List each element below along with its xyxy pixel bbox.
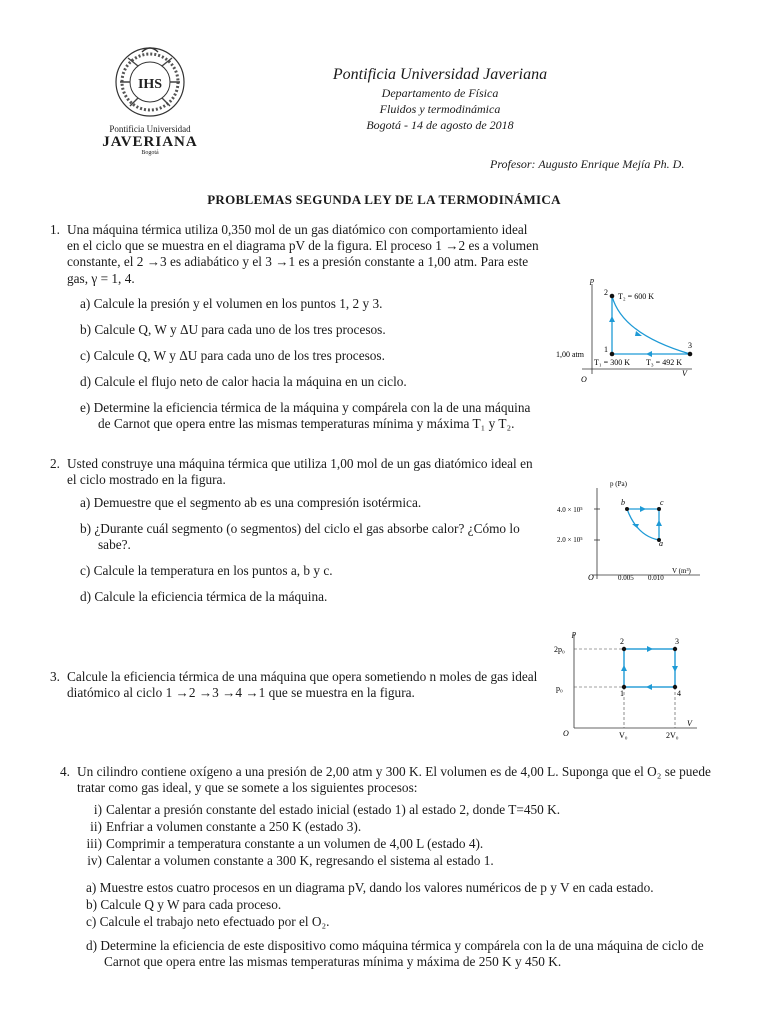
p3-origin: O	[563, 729, 569, 738]
p2-item-c: c) Calcule la temperatura en los puntos a, b y c.	[80, 563, 333, 578]
logo-mark: IHS	[137, 77, 163, 92]
p3-node-1: 1	[620, 689, 624, 698]
p1-line3: constante, el 2 →3 es adiabático y el 3 →1 es a presión constante a 1,00 atm. Para este	[67, 254, 529, 269]
p2-item-b1: b) ¿Durante cuál segmento (o segmentos) del ciclo el gas absorbe calor? ¿Cómo lo	[80, 521, 520, 536]
p1-line1: Una máquina térmica utiliza 0,350 mol de un gas diatómico con comportamiento ideal	[67, 222, 528, 237]
p4-line2: tratar como gas ideal, y que se somete a los siguientes procesos:	[77, 780, 418, 795]
p4-num: 4.	[60, 764, 70, 779]
logo-line1: Pontificia Universidad	[109, 124, 191, 134]
p3-axis-v: V	[687, 719, 692, 728]
p1-item-e2: de Carnot que opera entre las mismas temperaturas mínima y máxima T₁ y T₂.	[98, 416, 515, 431]
department: Departamento de Física	[381, 86, 499, 100]
p1-item-e1: e) Determine la eficiencia térmica de la máquina y compárela con la de una máquina	[80, 400, 531, 415]
p4-iii: Comprimir a temperatura constante a un volumen de 4,00 L (estado 4).	[106, 836, 484, 851]
p1-figure	[552, 274, 722, 386]
p3-line1: Calcule la eficiencia térmica de una máquina que opera sometiendo n moles de gas ideal	[67, 669, 538, 684]
p1-line4: gas, γ = 1, 4.	[67, 271, 135, 286]
p1-axis-p: p	[590, 276, 594, 285]
p4-item-c: c) Calcule el trabajo neto efectuado por el O₂.	[86, 914, 330, 929]
p1-t2: T₂ = 600 K	[618, 292, 654, 301]
p4-item-d2: Carnot que opera entre las mismas temperaturas mínima y máxima de 250 K y 450 K.	[104, 954, 562, 969]
p1-item-d: d) Calcule el flujo neto de calor hacia la máquina en un ciclo.	[80, 374, 407, 389]
p2-y1: 4.0 × 10⁵	[557, 506, 583, 514]
p2-node-c: c	[660, 498, 664, 507]
p1-atm-label: 1,00 atm	[556, 350, 584, 359]
p3-node-3: 3	[675, 637, 679, 646]
p4-iv: Calentar a volumen constante a 300 K, regresando el sistema al estado 1.	[106, 853, 494, 868]
p1-t1: T₁ = 300 K	[594, 358, 630, 367]
p1-item-a: a) Calcule la presión y el volumen en los puntos 1, 2 y 3.	[80, 296, 383, 311]
p2-node-a: a	[659, 539, 663, 548]
p3-line2: diatómico al ciclo 1 →2 →3 →4 →1 que se muestra en la figura.	[67, 685, 415, 700]
logo-line2: JAVERIANA	[102, 134, 198, 150]
p1-node-1: 1	[604, 345, 608, 354]
p2-y2: 2.0 × 10⁵	[557, 536, 583, 544]
p3-y1: 2p₀	[554, 645, 565, 654]
professor: Profesor: Augusto Enrique Mejía Ph. D.	[490, 157, 685, 171]
p2-line1: Usted construye una máquina térmica que utiliza 1,00 mol de un gas diatómico ideal en	[67, 456, 533, 471]
university-logo	[100, 44, 200, 164]
p1-line2: en el ciclo que se muestra en el diagrama pV de la figura. El proceso 1 →2 es a volumen	[67, 238, 539, 253]
p3-node-2: 2	[620, 637, 624, 646]
p3-x1: V₀	[619, 731, 628, 740]
p1-item-c: c) Calcule Q, W y ΔU para cada uno de los tres procesos.	[80, 348, 385, 363]
p2-axis-v: V (m³)	[672, 567, 691, 575]
p3-x2: 2V₀	[666, 731, 679, 740]
p1-item-b: b) Calcule Q, W y ΔU para cada uno de los tres procesos.	[80, 322, 386, 337]
p3-node-4: 4	[677, 689, 681, 698]
p1-node-3: 3	[688, 341, 692, 350]
p4-item-a: a) Muestre estos cuatro procesos en un diagrama pV, dando los valores numéricos de p y V en cada estado.	[86, 880, 654, 895]
p2-item-a: a) Demuestre que el segmento ab es una compresión isotérmica.	[80, 495, 422, 510]
p3-figure	[552, 628, 712, 742]
p2-x2: 0.010	[648, 574, 664, 582]
p3-axis-p: p	[572, 629, 576, 638]
p2-x1: 0.005	[618, 574, 634, 582]
p2-line2: el ciclo mostrado en la figura.	[67, 472, 226, 487]
p1-origin: O	[581, 375, 587, 384]
course: Fluidos y termodinámica	[379, 102, 501, 116]
p2-origin: O	[588, 573, 594, 582]
p4-line1: Un cilindro contiene oxígeno a una presión de 2,00 atm y 300 K. El volumen es de 4,00 L. Suponga que el O₂ se puede	[77, 764, 711, 779]
p4-i: Calentar a presión constante del estado inicial (estado 1) al estado 2, donde T=450 K.	[106, 802, 561, 817]
p2-axis-p: p (Pa)	[610, 480, 627, 488]
p1-t3: T₃ = 492 K	[646, 358, 682, 367]
p4-item-d1: d) Determine la eficiencia de este dispositivo como máquina térmica y compárela con la de una máquina de ciclo de	[86, 938, 704, 953]
p1-node-2: 2	[604, 288, 608, 297]
p4-iii-num: iii)	[86, 836, 102, 851]
p1-axis-v: V	[682, 369, 687, 378]
p2-figure	[552, 474, 722, 586]
university-name: Pontificia Universidad Javeriana	[332, 66, 548, 83]
date: Bogotá - 14 de agosto de 2018	[366, 118, 514, 132]
p2-num: 2.	[50, 456, 60, 471]
p3-num: 3.	[50, 669, 60, 684]
logo-line3: Bogotá	[141, 150, 159, 156]
p4-i-num: i)	[93, 802, 102, 817]
p3-y2: p₀	[556, 684, 563, 693]
page-title: PROBLEMAS SEGUNDA LEY DE LA TERMODINÁMICA	[207, 192, 561, 207]
p4-ii: Enfriar a volumen constante a 250 K (estado 3).	[106, 819, 362, 834]
p1-num: 1.	[50, 222, 60, 237]
p2-item-d: d) Calcule la eficiencia térmica de la máquina.	[80, 589, 328, 604]
p4-iv-num: iv)	[87, 853, 102, 868]
p2-item-b2: sabe?.	[98, 537, 131, 552]
p2-node-b: b	[621, 498, 625, 507]
crest-icon	[100, 44, 200, 124]
p4-ii-num: ii)	[90, 819, 102, 834]
p4-item-b: b) Calcule Q y W para cada proceso.	[86, 897, 282, 912]
